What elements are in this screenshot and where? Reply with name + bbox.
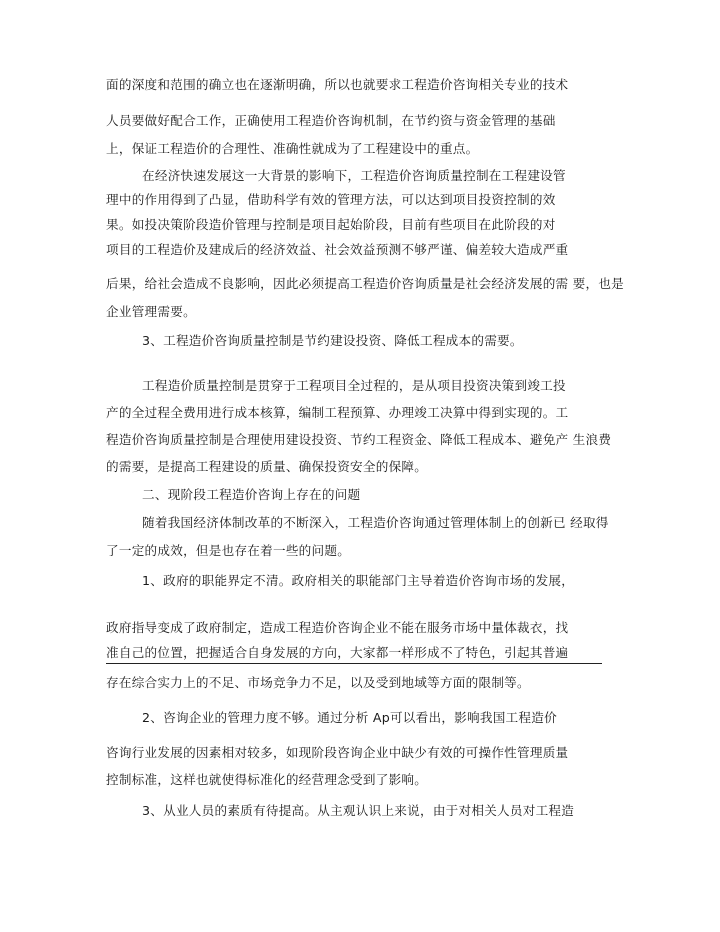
paragraph-line: 后果，给社会造成不良影响，因此必须提高工程造价咨询质量是社会经济发展的需 要，也是: [106, 276, 625, 291]
paragraph-line: 控制标准，这样也就使得标准化的经营理念受到了影响。: [106, 772, 428, 787]
paragraph-line: 项目的工程造价及建成后的经济效益、社会效益预测不够严谨、偏差较大造成严重: [106, 242, 569, 257]
paragraph-line: 产的全过程全费用进行成本核算，编制工程预算、办理竣工决算中得到实现的。工: [106, 405, 569, 420]
section-heading: 二、现阶段工程造价咨询上存在的问题: [142, 487, 361, 502]
paragraph-line: 准自己的位置，把握适合自身发展的方向，大家都一样形成不了特色，引起其普遍: [106, 645, 569, 660]
paragraph-line: 果。如投决策阶段造价管理与控制是项目起始阶段，目前有些项目在此阶段的对: [106, 217, 556, 232]
paragraph-line: 的需要，是提高工程建设的质量、确保投资安全的保障。: [106, 459, 428, 474]
paragraph-line: 3、从业人员的素质有待提高。从主观认识上来说，由于对相关人员对工程造: [142, 803, 575, 818]
paragraph-line: 工程造价质量控制是贯穿于工程项目全过程的，是从项目投资决策到竣工投: [142, 378, 566, 393]
paragraph-line: 企业管理需要。: [106, 304, 196, 319]
section-heading: 3、工程造价咨询质量控制是节约建设投资、降低工程成本的需要。: [142, 333, 523, 348]
paragraph-line: 政府指导变成了政府制定，造成工程造价咨询企业不能在服务市场中量体裁衣，找: [106, 620, 569, 635]
paragraph-line: 理中的作用得到了凸显，借助科学有效的管理方法，可以达到项目投资控制的效: [106, 192, 556, 207]
paragraph-line: 面的深度和范围的确立也在逐渐明确，所以也就要求工程造价咨询相关专业的技术: [106, 77, 569, 92]
paragraph-line: 1、政府的职能界定不清。政府相关的职能部门主导着造价咨询市场的发展，: [142, 573, 575, 588]
paragraph-line: 了一定的成效，但是也存在着一些的问题。: [106, 543, 351, 558]
paragraph-line: 存在综合实力上的不足、市场竞争力不足，以及受到地域等方面的限制等。: [106, 675, 530, 690]
paragraph-line: 2、咨询企业的管理力度不够。通过分析 Ap可以看出，影响我国工程造价: [142, 710, 557, 725]
paragraph-line: 程造价咨询质量控制是合理使用建设投资、节约工程资金、降低工程成本、避免产 生浪费: [106, 432, 612, 447]
paragraph-line: 随着我国经济体制改革的不断深入，工程造价咨询通过管理体制上的创新已 经取得: [142, 515, 609, 530]
paragraph-line: 在经济快速发展这一大背景的影响下，工程造价咨询质量控制在工程建设管: [142, 168, 566, 183]
paragraph-line: 上，保证工程造价的合理性、准确性就成为了工程建设中的重点。: [106, 141, 479, 156]
paragraph-line: 人员要做好配合工作，正确使用工程造价咨询机制，在节约资与资金管理的基础: [106, 113, 556, 128]
horizontal-rule: [106, 663, 602, 664]
paragraph-line: 咨询行业发展的因素相对较多，如现阶段咨询企业中缺少有效的可操作性管理质量: [106, 745, 569, 760]
